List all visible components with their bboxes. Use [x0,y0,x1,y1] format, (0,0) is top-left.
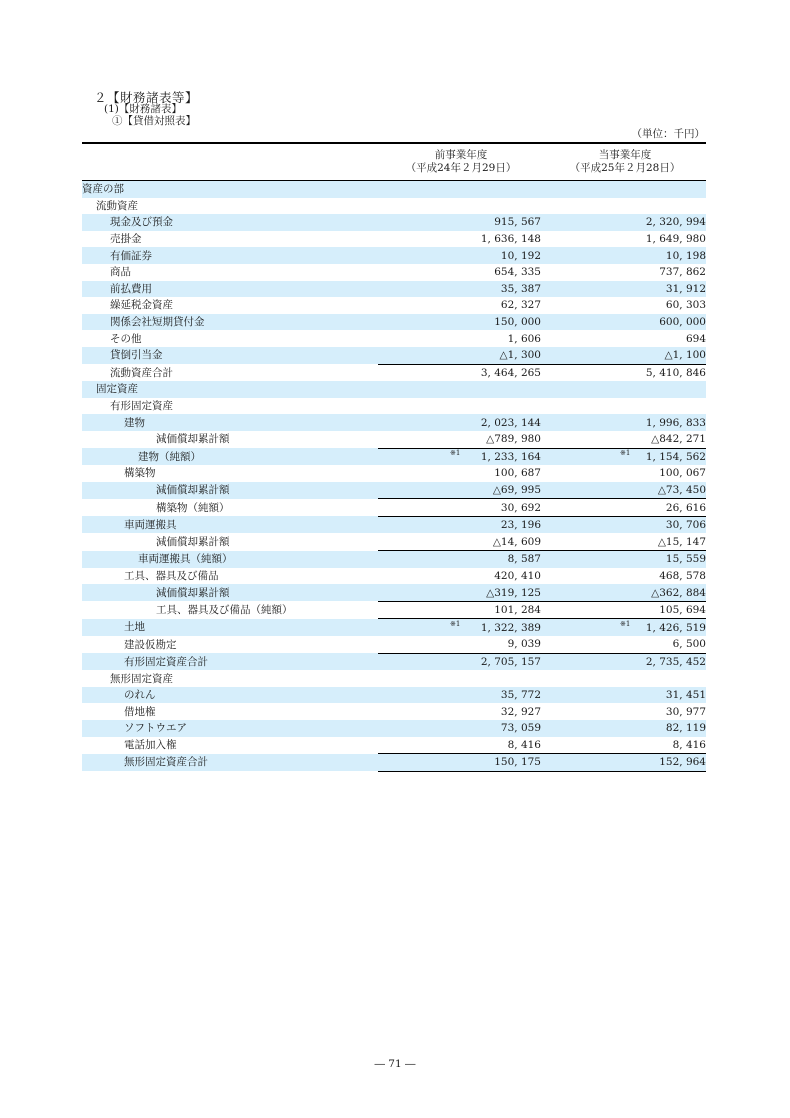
current-value: 82, 119 [544,720,706,737]
prior-value: 150, 000 [378,314,544,331]
page-number: ― 71 ― [374,1058,416,1070]
table-row [82,181,706,198]
row-label: 無形固定資産 [110,672,173,685]
prior-value: 420, 410 [494,569,541,582]
current-value [544,619,706,636]
row-label: 商品 [110,266,131,279]
row-label: 繰延税金資産 [110,299,173,312]
current-value [544,381,706,398]
table-row [82,448,706,465]
prior-value: 35, 387 [378,281,544,298]
section-title: ２【財務諸表等】 [94,90,199,105]
prior-value: 8, 587 [378,551,544,568]
prior-value [378,381,544,398]
row-label: のれん [82,687,378,704]
prior-value: 30, 692 [378,499,544,517]
current-value: 60, 303 [665,299,706,312]
prior-value: △1, 300 [378,347,544,364]
row-label: 減価償却累計額 [156,433,230,446]
table-row [82,465,706,482]
row-label: 車両運搬具 [82,516,378,533]
current-value: 694 [685,332,706,345]
row-label: 現金及び預金 [82,214,378,231]
row-label: 関係会社短期貸付金 [82,314,378,331]
row-label: 有形固定資産 [110,400,173,413]
row-label: 無形固定資産合計 [82,754,378,772]
current-value: 5, 410, 846 [544,364,706,381]
current-value: △73, 450 [544,482,706,499]
row-label: 工具、器具及び備品（純額） [156,604,293,617]
table-row [82,314,706,331]
table-header-row [82,143,706,181]
prior-value-text: 1, 322, 389 [480,621,541,634]
footnote-mark: ※1 [620,448,631,457]
prior-value: △14, 609 [492,535,541,548]
table-row [82,347,706,364]
table-row [82,737,706,754]
subsection-title: (1)【財務諸表】 [104,103,182,115]
table-row [82,653,706,670]
prior-value: △69, 995 [378,482,544,499]
row-label: 建物（純額） [82,448,378,465]
table-row [82,754,706,772]
header-blank [82,143,378,181]
prior-value: 150, 175 [378,754,544,772]
prior-value: 915, 567 [378,214,544,231]
prior-value: 1, 606 [507,332,541,345]
current-value: 6, 500 [672,638,706,651]
current-value: △362, 884 [544,584,706,601]
current-value: △842, 271 [651,433,706,446]
prior-value: 10, 192 [378,247,544,264]
header-current-year [544,143,706,181]
current-value: 100, 067 [659,467,706,480]
current-value: 30, 706 [544,516,706,533]
table-row [82,398,706,415]
current-value [544,448,706,465]
table-row [82,381,706,398]
table-row [82,601,706,619]
prior-value: 101, 284 [378,601,544,619]
table-row [82,330,706,347]
prior-value-text: 1, 233, 164 [480,450,541,463]
row-label: 工具、器具及び備品 [124,569,219,582]
row-label: 有形固定資産合計 [82,653,378,670]
header-prior-year [378,143,544,181]
current-value: 8, 416 [672,738,706,751]
table-row [82,431,706,448]
prior-value: 73, 059 [378,720,544,737]
current-value-text: 1, 154, 562 [645,450,706,463]
header-current-year-date: （平成25年２月28日） [569,162,681,174]
table-row [82,281,706,298]
prior-value [378,619,544,636]
current-value: 2, 735, 452 [544,653,706,670]
prior-value [378,670,544,687]
row-label: 建物 [82,414,378,431]
row-label: 減価償却累計額 [82,584,378,601]
table-row [82,247,706,264]
row-label: 固定資産 [82,381,378,398]
row-label: 構築物（純額） [156,501,230,514]
header-prior-year-date: （平成24年２月29日） [405,162,517,174]
current-value: 1, 996, 833 [544,414,706,431]
table-row [82,568,706,585]
row-label: 建設仮勘定 [124,638,177,651]
row-label: ソフトウエア [82,720,378,737]
row-label: 有価証券 [82,247,378,264]
prior-value: 9, 039 [507,638,541,651]
row-label: 流動資産 [96,199,138,212]
table-row [82,198,706,215]
table-row [82,551,706,568]
prior-value: 32, 927 [500,705,541,718]
prior-value: 35, 772 [378,687,544,704]
prior-value: △789, 980 [486,433,541,446]
table-row [82,720,706,737]
current-value: 10, 198 [544,247,706,264]
footnote-mark: ※1 [620,619,631,628]
current-value: 26, 616 [544,499,706,517]
table-row [82,687,706,704]
table-row [82,499,706,517]
row-label: 電話加入権 [124,739,177,752]
current-value: 30, 977 [665,705,706,718]
table-row [82,619,706,636]
balance-sheet-table [82,142,706,772]
prior-value: 654, 335 [494,266,541,279]
statement-title: ①【貸借対照表】 [112,115,196,127]
table-row [82,214,706,231]
row-label: 土地 [82,619,378,636]
row-label: 構築物 [124,467,156,480]
table-row [82,670,706,687]
prior-value [378,198,544,215]
current-value: 105, 694 [544,601,706,619]
current-value [544,670,706,687]
prior-value: 1, 636, 148 [480,233,541,246]
row-label: 売掛金 [110,233,142,246]
current-value [544,198,706,215]
prior-value [378,448,544,465]
row-label: 前払費用 [82,281,378,298]
prior-value: 62, 327 [500,299,541,312]
current-value [544,398,706,415]
table-row [82,414,706,431]
current-value: 15, 559 [544,551,706,568]
row-label: 貸倒引当金 [82,347,378,364]
current-value: 737, 862 [659,266,706,279]
current-value [544,181,706,198]
prior-value: 3, 464, 265 [378,364,544,381]
current-value: △1, 100 [544,347,706,364]
table-row [82,584,706,601]
table-row [82,482,706,499]
current-value: 31, 912 [544,281,706,298]
current-value: 31, 451 [544,687,706,704]
current-value: 1, 649, 980 [645,233,706,246]
header-prior-year-label: 前事業年度 [434,149,488,161]
row-label: その他 [110,332,142,345]
prior-value: 8, 416 [507,738,541,751]
footnote-mark: ※1 [450,448,461,457]
prior-value: 2, 023, 144 [378,414,544,431]
footnote-mark: ※1 [450,619,461,628]
header-current-year-label: 当事業年度 [598,149,652,161]
current-value: 600, 000 [544,314,706,331]
row-label: 流動資産合計 [110,366,173,379]
current-value-text: 1, 426, 519 [645,621,706,634]
table-row [82,636,706,653]
row-label: 減価償却累計額 [82,482,378,499]
prior-value [378,181,544,198]
row-label: 減価償却累計額 [156,536,230,549]
row-label: 車両運搬具（純額） [82,551,378,568]
table-row [82,231,706,248]
prior-value: 100, 687 [494,467,541,480]
table-row [82,297,706,314]
table-row [82,364,706,381]
prior-value: 23, 196 [378,516,544,533]
table-row [82,533,706,550]
row-label: 資産の部 [82,181,378,198]
table-row [82,264,706,281]
table-row [82,703,706,720]
prior-value [378,398,544,415]
current-value: △15, 147 [657,535,706,548]
current-value: 468, 578 [659,569,706,582]
current-value: 152, 964 [544,754,706,772]
unit-label: （単位：千円） [631,128,705,140]
row-label: 借地権 [124,705,156,718]
prior-value: △319, 125 [378,584,544,601]
table-row [82,516,706,533]
current-value: 2, 320, 994 [544,214,706,231]
prior-value: 2, 705, 157 [378,653,544,670]
